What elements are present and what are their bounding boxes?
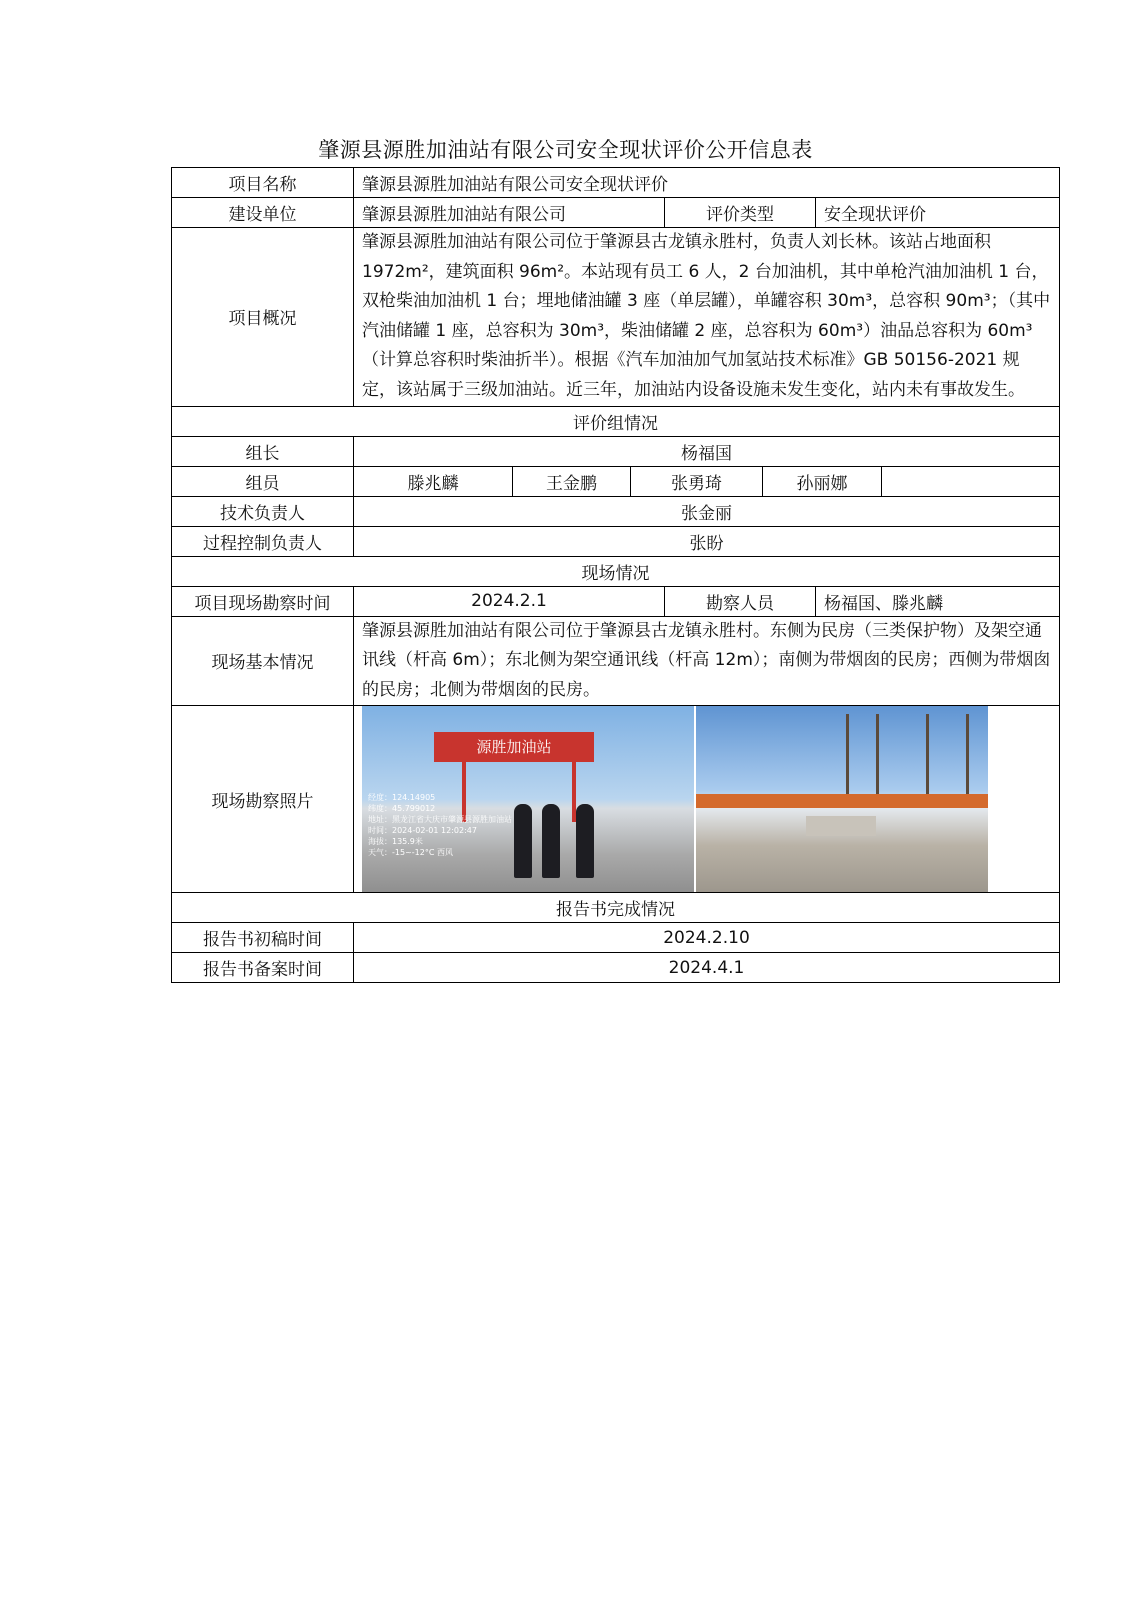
info-table	[171, 167, 1060, 983]
table-row	[172, 556, 1060, 586]
table-row	[172, 616, 1060, 706]
site-basic-label: 现场基本情况	[172, 616, 354, 706]
table-row	[172, 586, 1060, 616]
survey-time-label: 项目现场勘察时间	[172, 586, 354, 616]
leader-label: 组长	[172, 436, 354, 466]
member-1: 滕兆麟	[354, 466, 513, 496]
survey-time-value: 2024.2.1	[354, 586, 665, 616]
station-sign: 源胜加油站	[434, 732, 594, 762]
member-2: 王金鹏	[513, 466, 631, 496]
overview-value: 肇源县源胜加油站有限公司位于肇源县古龙镇永胜村，负责人刘长林。该站占地面积 1972m²，建筑面积 96m²。本站现有员工 6 人，2 台加油机，其中单枪汽油加油机 1 台，双枪柴油加油机 1 台；埋地储油罐 3 座（单层罐），单罐容积 30m³，总容积 90m³；（其中汽油储罐 1 座，总容积为 30m³，柴油储罐 2 座，总容积为 60m³）油品总容积为 60m³（计算总容积时柴油折半）。根据《汽车加油加气加氢站技术标准》GB 50156-2021 规定，该站属于三级加油站。近三年，加油站内设备设施未发生变化，站内未有事故发生。	[354, 228, 1060, 407]
table-row	[172, 526, 1060, 556]
table-row	[172, 893, 1060, 923]
eval-type-label: 评价类型	[665, 198, 816, 228]
site-photo-station-front	[362, 706, 694, 892]
person	[542, 804, 560, 878]
draft-time-value: 2024.2.10	[354, 923, 1060, 953]
eval-type-value: 安全现状评价	[816, 198, 1060, 228]
table-row	[172, 496, 1060, 526]
person	[576, 804, 594, 878]
tree	[966, 714, 969, 804]
table-row	[172, 228, 1060, 407]
table-row	[172, 168, 1060, 198]
project-name-label: 项目名称	[172, 168, 354, 198]
page-title: 肇源县源胜加油站有限公司安全现状评价公开信息表	[318, 138, 813, 162]
site-photo-tank-area	[696, 706, 988, 892]
tech-lead-value: 张金丽	[354, 496, 1060, 526]
survey-staff-value: 杨福国、滕兆麟	[816, 586, 1060, 616]
table-row	[172, 923, 1060, 953]
filing-time-value: 2024.4.1	[354, 953, 1060, 983]
tree	[926, 714, 929, 804]
leader-value: 杨福国	[354, 436, 1060, 466]
site-photos-label: 现场勘察照片	[172, 706, 354, 893]
photo-watermark: 经度：124.14905 纬度：45.799012 地址：黑龙江省大庆市肇源县源胜加油站 时间：2024-02-01 12:02:47 海拔：135.9米 天气：-15~-12°C 西风	[368, 793, 512, 858]
team-section-heading: 评价组情况	[172, 406, 1060, 436]
survey-staff-label: 勘察人员	[665, 586, 816, 616]
unit-value: 肇源县源胜加油站有限公司	[354, 198, 665, 228]
site-section-heading: 现场情况	[172, 556, 1060, 586]
members-label: 组员	[172, 466, 354, 496]
site-wall	[696, 794, 988, 808]
site-basic-value: 肇源县源胜加油站有限公司位于肇源县古龙镇永胜村。东侧为民房（三类保护物）及架空通讯线（杆高 6m）；东北侧为架空通讯线（杆高 12m）；南侧为带烟囱的民房；西侧为带烟囱的民房；北侧为带烟囱的民房。	[354, 616, 1060, 706]
process-lead-value: 张盼	[354, 526, 1060, 556]
process-lead-label: 过程控制负责人	[172, 526, 354, 556]
table-row	[172, 706, 1060, 893]
table-row	[172, 406, 1060, 436]
table-row	[172, 436, 1060, 466]
person	[514, 804, 532, 878]
member-4: 孙丽娜	[763, 466, 882, 496]
project-name-value: 肇源县源胜加油站有限公司安全现状评价	[354, 168, 1060, 198]
table-row	[172, 466, 1060, 496]
member-3: 张勇琦	[631, 466, 763, 496]
table-row	[172, 953, 1060, 983]
member-empty	[882, 466, 1060, 496]
report-section-heading: 报告书完成情况	[172, 893, 1060, 923]
tree	[876, 714, 879, 804]
site-photos-cell	[354, 706, 1060, 893]
tech-lead-label: 技术负责人	[172, 496, 354, 526]
tank-slab	[806, 816, 876, 836]
overview-label: 项目概况	[172, 228, 354, 407]
filing-time-label: 报告书备案时间	[172, 953, 354, 983]
tree	[846, 714, 849, 804]
unit-label: 建设单位	[172, 198, 354, 228]
table-row	[172, 198, 1060, 228]
draft-time-label: 报告书初稿时间	[172, 923, 354, 953]
